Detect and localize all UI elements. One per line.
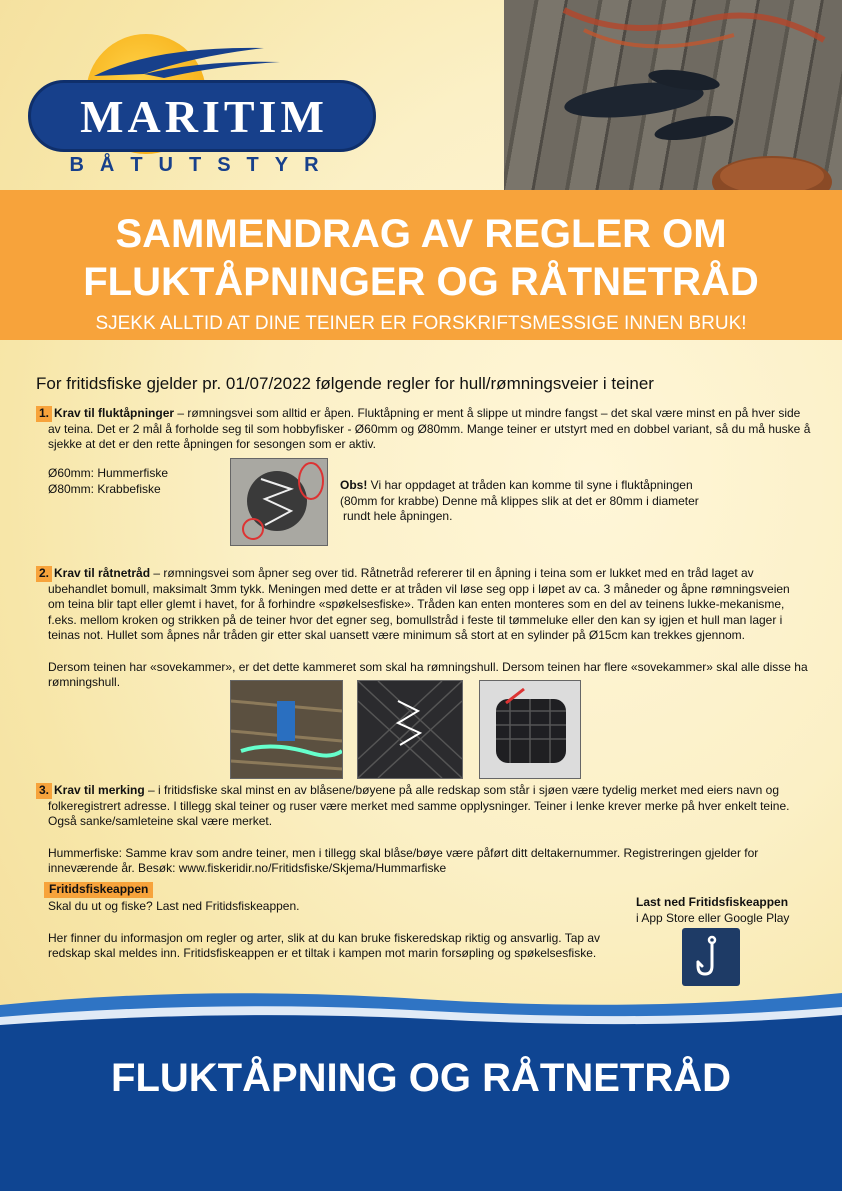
- section-heading: Krav til råtnetråd: [54, 566, 151, 580]
- text-line: redskap skal meldes inn. Fritidsfiskeappen er et tiltak i kampen mot marin forsøpling og spøkelsesfiske.: [48, 946, 597, 960]
- text-line: ubehandlet bomull, maksimalt 3mm tykk. Meningen med dette er at tråden vil løse seg opp i løpet av ca. 3 måneder og åpne rømningsveien: [48, 581, 790, 596]
- photo-escape-opening: [230, 458, 328, 546]
- download-sub: i App Store eller Google Play: [636, 910, 790, 925]
- text-line: Også sanke/samleteine skal være merket.: [48, 814, 273, 828]
- text-line: – i fritidsfiske skal minst en av blåsene/bøyene på alle redskap som står i sjøen være tydelig merket med eiers navn og: [144, 783, 780, 797]
- section-number: 3.: [36, 783, 52, 799]
- section-heading: Krav til fluktåpninger: [54, 406, 175, 420]
- photo-rot-thread-2: [357, 680, 463, 779]
- text-line: Skal du ut og fiske? Last ned Fritidsfiskeappen.: [48, 899, 300, 913]
- text-line: teinas not. Hullet som åpnes når tråden gir etter skal uansett være minimum så stort at en sylinder på Ø15cm kan trekkes gjennom.: [48, 628, 745, 642]
- text-line: om teina blir tapt eller glemt i havet, for å forhindre «spøkelsesfiske». Tråden kan enten monteres som en del av teinens lukke-mekanisme,: [48, 597, 785, 611]
- brand-sub: BÅTUTSTYR: [69, 154, 335, 176]
- text-line: sjekke at det er den rette åpningen for sesongen som er aktiv.: [48, 437, 376, 451]
- footer-title: FLUKTÅPNING OG RÅTNETRÅD: [111, 1056, 731, 1100]
- app-badge: Fritidsfiskeappen: [44, 882, 153, 898]
- text-line: Vi har oppdaget at tråden kan komme til syne i fluktåpningen: [367, 478, 693, 492]
- header-photo-lobster-crab: [504, 0, 842, 190]
- text-line: Dersom teinen har «sovekammer», er det dette kammeret som skal ha rømningshull. Dersom teinen har flere «sovekammer» skal alle disse ha: [48, 659, 808, 674]
- title-line-2: FLUKTÅPNINGER OG RÅTNETRÅD: [83, 260, 759, 304]
- text-line: Hummerfiske: Samme krav som andre teiner, men i tillegg skal blåse/bøye være påført ditt deltakernummer. Registreringen gjelder for: [48, 845, 759, 860]
- download-title: Last ned Fritidsfiskeappen: [636, 895, 789, 909]
- brand-name: MARITIM: [80, 91, 328, 142]
- page-title: [0, 210, 842, 306]
- obs-note: [340, 478, 720, 525]
- text-line: folkeregistrert adresse. I tillegg skal teiner og ruser være merket med samme opplysninger. Teiner i lenke krever merke på hver enkelt teine.: [48, 798, 790, 813]
- title-line-1: SAMMENDRAG AV REGLER OM: [115, 212, 727, 256]
- text-line: (80mm for krabbe) Denne må klippes slik at det er 80mm i diameter: [340, 493, 699, 508]
- section-3: [36, 783, 826, 877]
- text-line: av teina. Det er 2 mål å forholde seg til som hobbyfisker - Ø60mm og Ø80mm. Mange teiner er utstyrt med en dobbel variant, så du må huske å: [48, 421, 811, 436]
- logo-bird-icon: [84, 42, 284, 82]
- size-hummer: Ø60mm: Hummerfiske: [48, 466, 169, 480]
- section-heading: Krav til merking: [54, 783, 145, 797]
- fishhook-app-icon[interactable]: [682, 928, 740, 986]
- obs-label: Obs!: [340, 478, 368, 492]
- section-2: [36, 566, 826, 691]
- size-list: [48, 466, 168, 497]
- photo-rot-thread-1: [230, 680, 343, 779]
- section-1: [36, 406, 816, 453]
- text-line: rundt hele åpningen.: [343, 509, 453, 523]
- size-krabbe: Ø80mm: Krabbefiske: [48, 481, 161, 496]
- logo: [24, 22, 384, 176]
- text-line: Her finner du informasjon om regler og arter, slik at du kan bruke fiskeredskap riktig og ansvarlig. Tap av: [48, 930, 601, 945]
- tagline: SJEKK ALLTID AT DINE TEINER ER FORSKRIFTSMESSIGE INNEN BRUK!: [95, 313, 747, 334]
- section-number: 1.: [36, 406, 52, 422]
- app-info: [48, 899, 628, 962]
- text-line: inneværende år. Besøk: www.fiskeridir.no/Fritidsfiske/Skjema/Hummarfiske: [48, 861, 447, 875]
- text-line: rømningshull.: [48, 675, 121, 689]
- app-download: [636, 895, 789, 926]
- section-number: 2.: [36, 566, 52, 582]
- text-line: – rømningsvei som åpner seg over tid. Råtnetråd refererer til en åpning i teina som er lukket med en tråd laget av: [150, 566, 754, 580]
- photo-rot-thread-3: [479, 680, 581, 779]
- intro-text: For fritidsfiske gjelder pr. 01/07/2022 følgende regler for hull/rømningsveier i teiner: [36, 374, 654, 393]
- text-line: – rømningsvei som alltid er åpen. Fluktåpning er ment å slippe ut mindre fangst – det skal være minst en på hver side: [174, 406, 801, 420]
- text-line: f.eks. mellom kroken og strikken på de teiner hvor det egner seg, bomullstråd i feste til tømmeluke eller den kan sy igjen et hull man lager i: [48, 612, 783, 627]
